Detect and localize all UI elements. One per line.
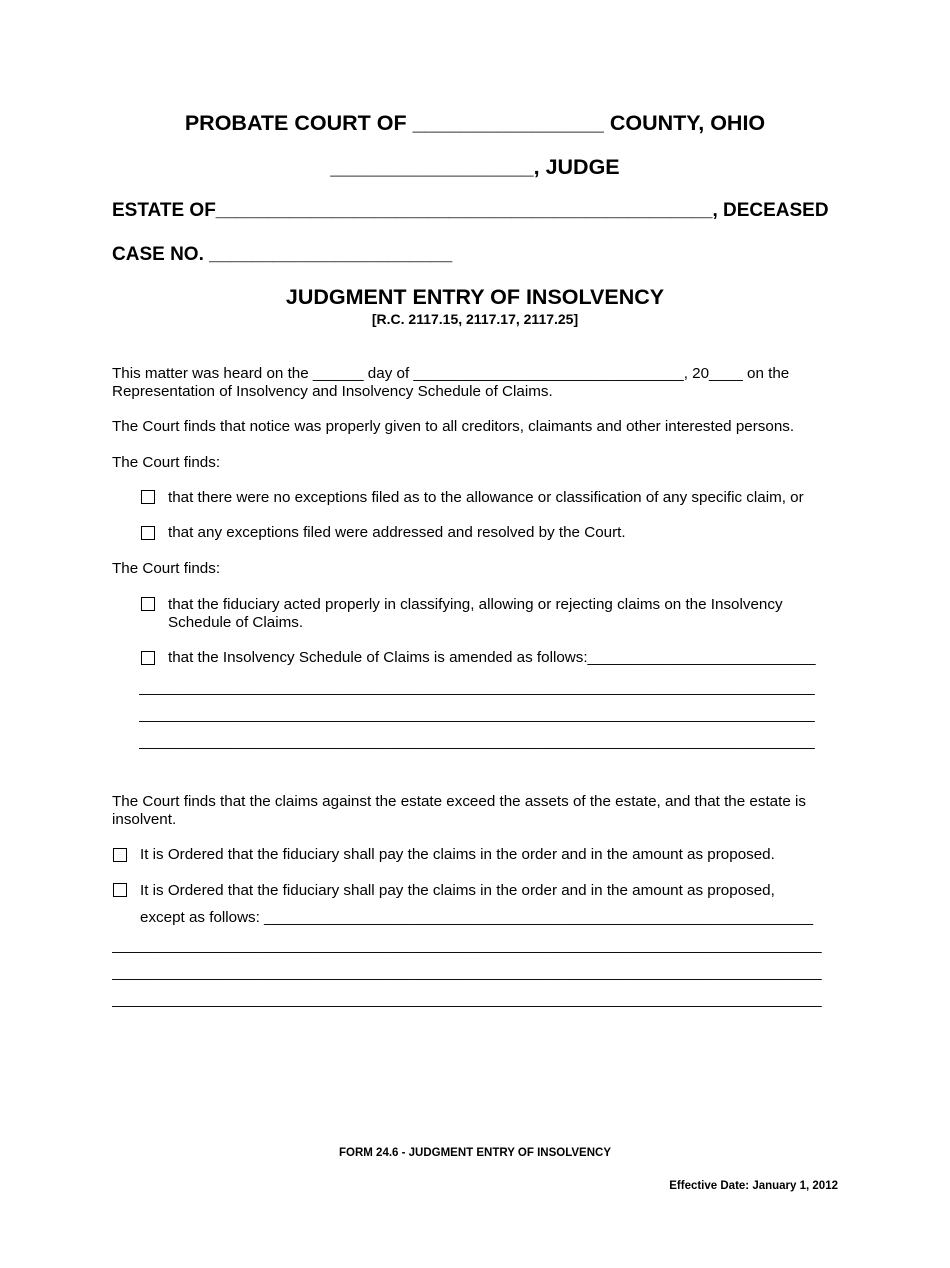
estate-line: ESTATE OF_______________________________________________, DECEASED — [112, 200, 829, 221]
form-label: FORM 24.6 - JUDGMENT ENTRY OF INSOLVENCY — [339, 1147, 611, 1159]
statute-reference: [R.C. 2117.15, 2117.17, 2117.25] — [371, 311, 579, 327]
insolvency-finding-2: insolvent. — [112, 811, 177, 828]
order-except-label-2[interactable]: except as follows: _________________________________________________________________ — [140, 909, 814, 926]
schedule-amended-checkbox[interactable] — [141, 651, 155, 665]
exception-blank-line-2[interactable]: ____________________________________________________________________________________ — [112, 964, 822, 981]
exception-blank-line-1[interactable]: ____________________________________________________________________________________ — [112, 937, 822, 954]
exceptions-resolved-checkbox[interactable] — [141, 526, 155, 540]
order-except-label-1: It is Ordered that the fiduciary shall pay the claims in the order and in the amount as proposed, — [140, 882, 775, 899]
amendment-blank-line-2[interactable]: ________________________________________________________________________________ — [139, 706, 815, 723]
order-except-checkbox[interactable] — [113, 883, 127, 897]
no-exceptions-checkbox[interactable] — [141, 490, 155, 504]
order-as-proposed-checkbox[interactable] — [113, 848, 127, 862]
insolvency-finding-1: The Court finds that the claims against the estate exceed the assets of the estate, and that the estate is — [112, 793, 806, 810]
notice-finding: The Court finds that notice was properly given to all creditors, claimants and other interested persons. — [112, 418, 795, 435]
schedule-amended-label: that the Insolvency Schedule of Claims is amended as follows:___________________________ — [168, 649, 816, 666]
no-exceptions-label: that there were no exceptions filed as to the allowance or classification of any specific claim, or — [168, 489, 804, 506]
case-number-line: CASE NO. _______________________ — [112, 244, 453, 265]
court-finds-heading-2: The Court finds: — [112, 560, 221, 577]
heard-line-1: This matter was heard on the ______ day of ________________________________, 20____ on the — [112, 365, 790, 382]
document-title: JUDGMENT ENTRY OF INSOLVENCY — [285, 285, 665, 309]
amendment-blank-line-3[interactable]: ________________________________________________________________________________ — [139, 733, 815, 750]
order-as-proposed-label: It is Ordered that the fiduciary shall pay the claims in the order and in the amount as proposed. — [140, 846, 775, 863]
judge-line: _________________, JUDGE — [330, 155, 620, 179]
fiduciary-proper-label-1: that the fiduciary acted properly in classifying, allowing or rejecting claims on the Insolvency — [168, 596, 783, 613]
court-finds-heading-1: The Court finds: — [112, 454, 221, 471]
fiduciary-proper-checkbox[interactable] — [141, 597, 155, 611]
amendment-blank-line-1[interactable]: ________________________________________________________________________________ — [139, 679, 815, 696]
court-line: PROBATE COURT OF ________________ COUNTY, OHIO — [184, 111, 766, 135]
effective-date: Effective Date: January 1, 2012 — [669, 1180, 838, 1192]
exceptions-resolved-label: that any exceptions filed were addressed and resolved by the Court. — [168, 524, 626, 541]
exception-blank-line-3[interactable]: ____________________________________________________________________________________ — [112, 991, 822, 1008]
heard-line-2: Representation of Insolvency and Insolvency Schedule of Claims. — [112, 383, 553, 400]
fiduciary-proper-label-2: Schedule of Claims. — [168, 614, 304, 631]
